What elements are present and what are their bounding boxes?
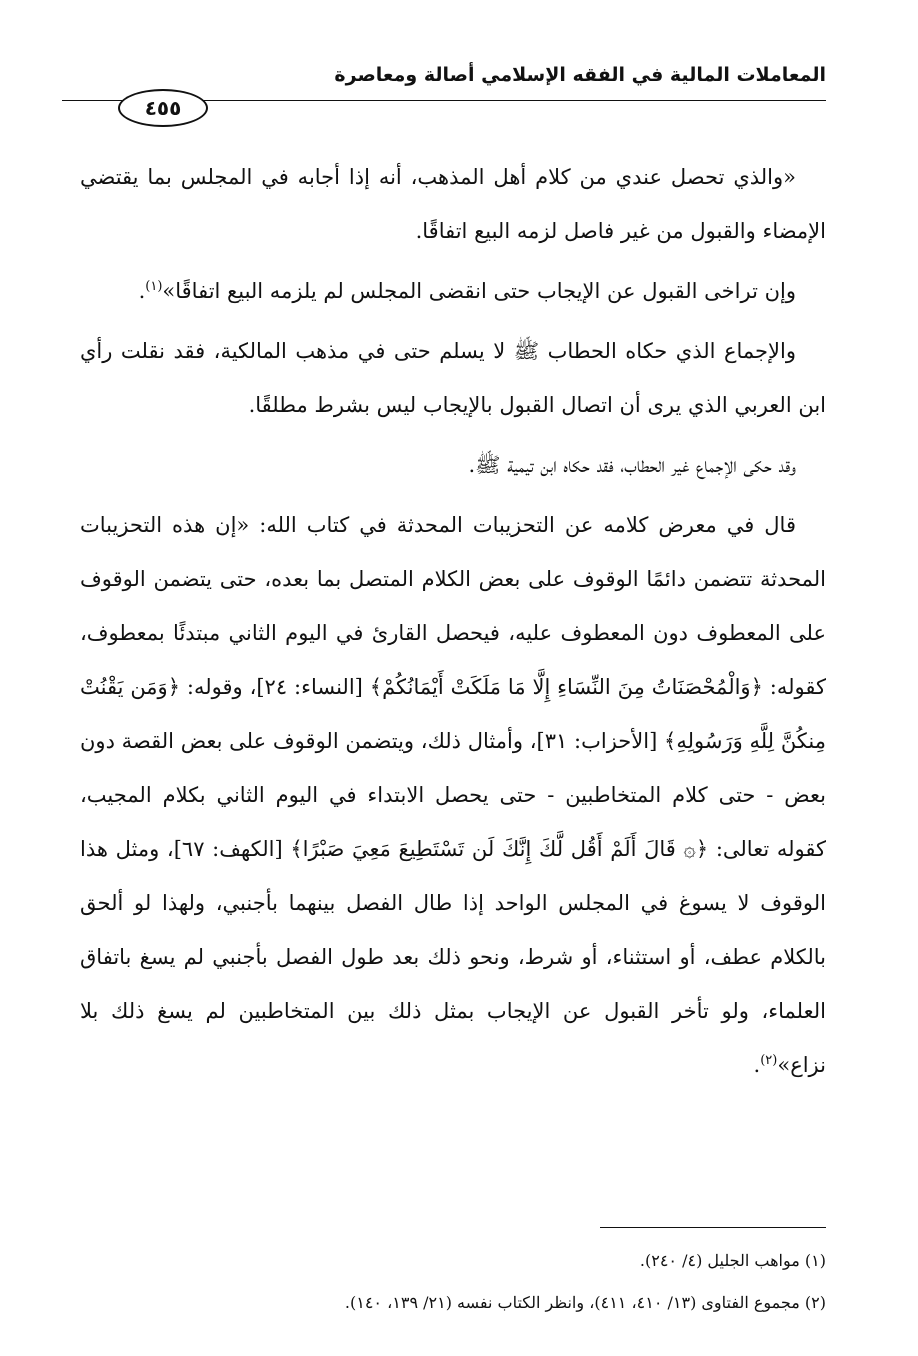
quran-verse-ahzab: ﴿وَمَن يَقْنُتْ مِنكُنَّ لِلَّهِ وَرَسُولِهِ﴾ bbox=[80, 675, 826, 753]
main-text bbox=[80, 150, 826, 1092]
paragraph-text: [الكهف: ٦٧]، ومثل هذا الوقوف لا يسوغ في المجلس الواحد إذا طال الفصل بينهما بأجنبي، ولهذا لو ألحق بالكلام عطف، أو استثناء، أو شرط، ونحو ذلك بعد طول الفصل بأجنبي لم يسغ باتفاق العلماء، ولو تأخر القبول عن الإيجاب بمثل ذلك بين المتخاطبين لم يسغ ذلك بلا نزاع» bbox=[80, 837, 826, 1077]
quran-verse-nisa: ﴿وَالْمُحْصَنَاتُ مِنَ النِّسَاءِ إِلَّا مَا مَلَكَتْ أَيْمَانُكُمْ﴾ bbox=[369, 675, 763, 699]
paragraph-text: [النساء: ٢٤]، وقوله: bbox=[180, 675, 370, 699]
paragraph-ibn-taymiyya: وقد حكى الإجماع غير الحطاب، فقد حكاه ابن تيمية ﷺ. bbox=[468, 453, 796, 477]
footnote-ref-1[interactable]: (١) bbox=[145, 279, 163, 294]
footnotes bbox=[80, 1240, 826, 1324]
paragraph-quote-intro: «والذي تحصل عندي من كلام أهل المذهب، أنه إذا أجابه في المجلس بما يقتضي الإمضاء والقبول من غير فاصل لزمه البيع اتفاقًا. bbox=[80, 165, 826, 243]
paragraph-quote-end bbox=[80, 264, 826, 318]
paragraph-punctuation: . bbox=[753, 1053, 761, 1077]
paragraph-text: وإن تراخى القبول عن الإيجاب حتى انقضى المجلس لم يلزمه البيع اتفاقًا» bbox=[162, 279, 796, 303]
paragraph-text: قال في معرض كلامه عن التحزيبات المحدثة في كتاب الله: «إن هذه التحزيبات المحدثة تتضمن دائمًا الوقوف على بعض الكلام المتصل بما بعده، حتى يتضمن الوقوف على المعطوف دون المعطوف عليه، فيحصل القارئ في اليوم الثاني مبتدئًا بمعطوف، كقوله: bbox=[80, 513, 826, 699]
quran-verse-kahf: ﴿۞ قَالَ أَلَمْ أَقُل لَّكَ إِنَّكَ لَن تَسْتَطِيعَ مَعِيَ صَبْرًا﴾ bbox=[290, 837, 709, 861]
footnote-ref-2[interactable]: (٢) bbox=[760, 1053, 778, 1068]
footnote-1: (١) مواهب الجليل (٤/ ٢٤٠). bbox=[639, 1251, 826, 1270]
page-number-badge: ٤٥٥ bbox=[118, 89, 208, 127]
running-header-title: المعاملات المالية في الفقه الإسلامي أصالة ومعاصرة bbox=[334, 64, 826, 86]
footnote-2: (٢) مجموع الفتاوى (١٣/ ٤١٠، ٤١١)، وانظر الكتاب نفسه (٢١/ ١٣٩، ١٤٠). bbox=[344, 1293, 826, 1312]
paragraph-punctuation: . bbox=[138, 279, 146, 303]
paragraph-tahzibat bbox=[80, 498, 826, 1092]
paragraph-text: [الأحزاب: ٣١]، وأمثال ذلك، ويتضمن الوقوف على بعض القصة دون بعض - حتى كلام المتخاطبين - حتى يحصل الابتداء في اليوم الثاني بكلام المجيب، كقوله تعالى: bbox=[80, 729, 826, 861]
paragraph-consensus: والإجماع الذي حكاه الحطاب ﷺ لا يسلم حتى في مذهب المالكية، فقد نقلت رأي ابن العربي الذي يرى أن اتصال القبول بالإيجاب ليس بشرط مطلقًا. bbox=[80, 339, 826, 417]
footnote-divider bbox=[600, 1227, 826, 1228]
